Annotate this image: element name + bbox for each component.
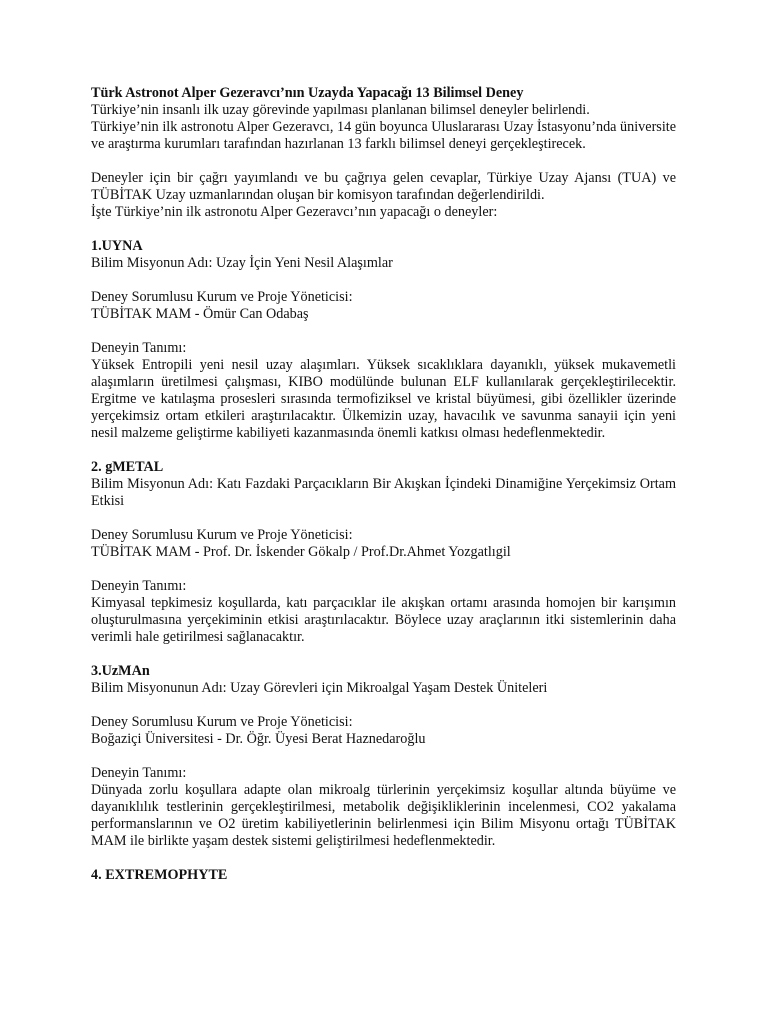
experiment-heading: 4. EXTREMOPHYTE	[91, 867, 228, 883]
spacer	[91, 646, 676, 663]
spacer	[91, 561, 676, 578]
experiment-heading: 2. gMETAL	[91, 459, 164, 475]
experiment-mission: Bilim Misyonunun Adı: Uzay Görevleri için Mikroalgal Yaşam Destek Üniteleri	[91, 680, 548, 696]
experiment-description: Yüksek Entropili yeni nesil uzay alaşımları. Yüksek sıcaklıklara dayanıklı, yüksek mukavemetli alaşımların üretilmesi çalışması, KIBO modülünde bulunan ELF kullanılarak gerçekleştirilecektir. Ergitme ve katılaşma prosesleri sırasında termofiziksel ve kristal büyümesi, gibi özellikler üzerinde yerçekimsiz ortam etkileri araştırılacaktır. Ülkemizin uzay, havacılık ve savunma sanayii için yeni nesil malzeme geliştirme kabiliyeti kazanmasında önemli katkısı olması hedeflenmektedir.	[91, 357, 676, 441]
spacer	[91, 850, 676, 867]
intro-paragraph: Deneyler için bir çağrı yayımlandı ve bu çağrıya gelen cevaplar, Türkiye Uzay Ajansı (TUA) ve TÜBİTAK Uzay uzmanlarından oluşan bir komisyon tarafından değerlendirildi.	[91, 170, 676, 203]
spacer	[91, 510, 676, 527]
spacer	[91, 221, 676, 238]
intro-line: İşte Türkiye’nin ilk astronotu Alper Gezeravcı’nın yapacağı o deneyler:	[91, 204, 498, 220]
experiment-heading: 3.UzMAn	[91, 663, 150, 679]
experiment-responsible-label: Deney Sorumlusu Kurum ve Proje Yöneticisi:	[91, 527, 353, 543]
spacer	[91, 442, 676, 459]
experiment-description-label: Deneyin Tanımı:	[91, 765, 187, 781]
experiment-responsible: Boğaziçi Üniversitesi - Dr. Öğr. Üyesi Berat Haznedaroğlu	[91, 731, 426, 747]
experiment-responsible-label: Deney Sorumlusu Kurum ve Proje Yöneticisi:	[91, 714, 353, 730]
experiment-responsible: TÜBİTAK MAM - Ömür Can Odabaş	[91, 306, 309, 322]
intro-line: Türkiye’nin insanlı ilk uzay görevinde yapılması planlanan bilimsel deneyler belirlendi.	[91, 102, 590, 118]
experiment-description: Dünyada zorlu koşullara adapte olan mikroalg türlerinin yerçekimsiz koşullar altında büyüme ve dayanıklılık testlerinin gerçekleştirilmesi, metabolik değişikliklerinin incelenmesi, CO2 yakalama performanslarının ve O2 üretim kabiliyetlerinin belirlenmesi için Bilim Misyonu ortağı TÜBİTAK MAM ile birlikte yaşam destek sistemi geliştirilmesi hedeflenmektedir.	[91, 782, 676, 849]
experiment-responsible-label: Deney Sorumlusu Kurum ve Proje Yöneticisi:	[91, 289, 353, 305]
spacer	[91, 697, 676, 714]
experiment-description-label: Deneyin Tanımı:	[91, 578, 187, 594]
experiment-description: Kimyasal tepkimesiz koşullarda, katı parçacıklar ile akışkan ortamı arasında homojen bir karışımın oluşturulmasına yerçekiminin etkisi araştırılacaktır. Böylece uzay araçlarının itki sistemlerinin daha verimli hale getirilmesi sağlanacaktır.	[91, 595, 676, 645]
experiment-mission: Bilim Misyonun Adı: Katı Fazdaki Parçacıkların Bir Akışkan İçindeki Dinamiğine Yerçekimsiz Ortam Etkisi	[91, 476, 676, 509]
experiment-mission: Bilim Misyonun Adı: Uzay İçin Yeni Nesil Alaşımlar	[91, 255, 393, 271]
experiment-heading: 1.UYNA	[91, 238, 143, 254]
experiment-responsible: TÜBİTAK MAM - Prof. Dr. İskender Gökalp / Prof.Dr.Ahmet Yozgatlıgil	[91, 544, 511, 560]
document-title: Türk Astronot Alper Gezeravcı’nın Uzayda Yapacağı 13 Bilimsel Deney	[91, 85, 524, 101]
experiment-description-label: Deneyin Tanımı:	[91, 340, 187, 356]
spacer	[91, 153, 676, 170]
spacer	[91, 748, 676, 765]
spacer	[91, 323, 676, 340]
intro-paragraph: Türkiye’nin ilk astronotu Alper Gezeravcı, 14 gün boyunca Uluslararası Uzay İstasyonu’nda üniversite ve araştırma kurumları tarafından hazırlanan 13 farklı bilimsel deneyi gerçekleştirecek.	[91, 119, 676, 152]
document-page	[91, 85, 676, 884]
spacer	[91, 272, 676, 289]
